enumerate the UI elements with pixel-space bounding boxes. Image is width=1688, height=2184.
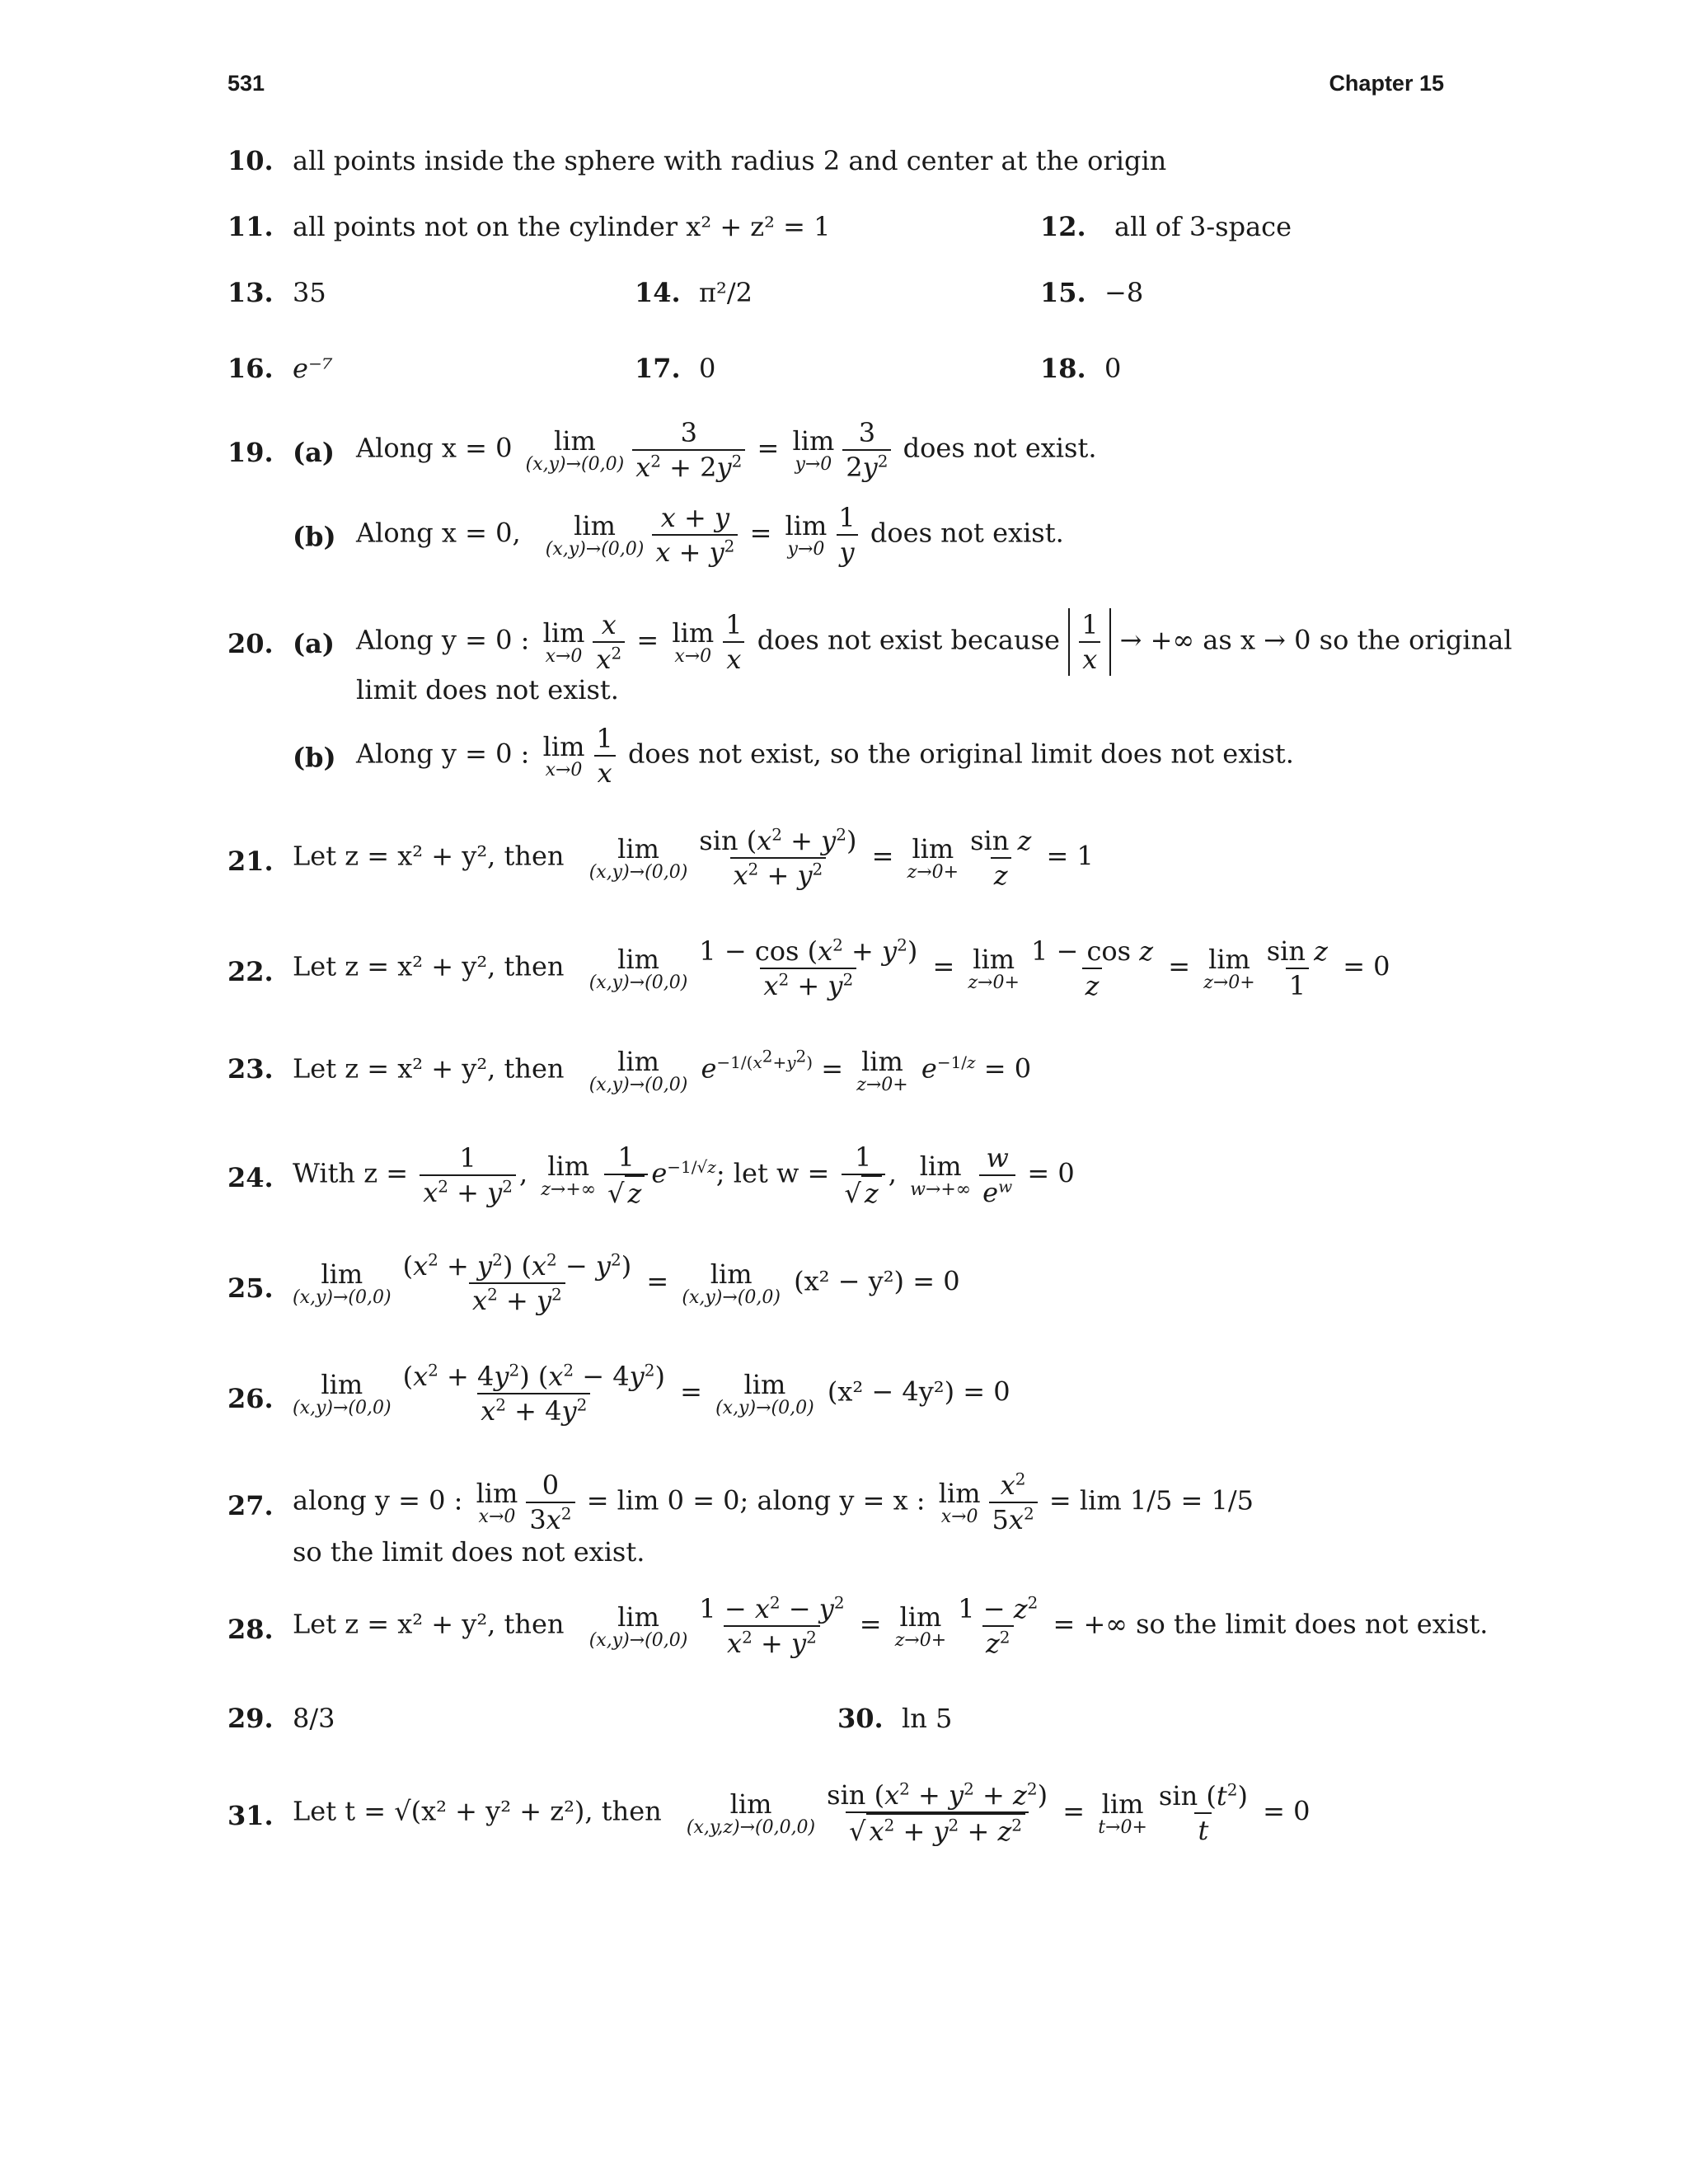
equation-20b: Along y = 0 : lim x→0 $\frac{1}{x}$ does not exist, so the original limit does not exist. xyxy=(356,723,1294,789)
lead-text: Along y = 0 : xyxy=(356,738,530,770)
tail-text: = 1 xyxy=(1046,840,1094,872)
answer-number: 18. xyxy=(1040,353,1086,384)
equation-25: lim (x,y)→(0,0) $\frac{(x^2 + y^2) (x^2 - y^2)}{x^2 + y^2}$ = lim (x,y)→(0,0) (x² − y²) = 0 xyxy=(293,1249,960,1316)
lead-text: Let z = x² + y², then xyxy=(293,1052,565,1085)
part-label: (a) xyxy=(293,437,335,468)
tail-text: = 0 xyxy=(1343,950,1390,982)
equation-31: Let t = √(x² + y² + z²), then lim (x,y,z)→(0,0,0) $\frac{\sin (x^2 + y^2 + z^2)}{√ x^2 + y^2 + z^2}$ = lim t→0+ $\frac{\sin (t^2)}{t}$ = 0 xyxy=(293,1779,1311,1847)
equation-22: Let z = x² + y², then lim (x,y)→(0,0) $\frac{1 - \cos (x^2 + y^2)}{x^2 + y^2}$ = lim z→0+ $\frac{\text{1 − cos z}}{z}$ = lim z→0+ $\frac{\text{sin z}}{1}$ = 0 xyxy=(293,935,1390,1001)
tail-text: = 0 xyxy=(1027,1157,1075,1189)
equation-19b: Along x = 0, lim (x,y)→(0,0) $\frac{x + y}{x + y^2}$ = lim y→0 $\frac{1}{y}$ does not exist. xyxy=(356,502,1064,568)
chapter-title: Chapter 15 xyxy=(1329,71,1444,96)
equation-26: lim (x,y)→(0,0) $\frac{(x^2 + 4y^2) (x^2 - 4y^2)}{x^2 + 4y^2}$ = lim (x,y)→(0,0) (x² − 4y²) = 0 xyxy=(293,1360,1010,1427)
answer-number: 23. xyxy=(227,1053,274,1085)
tail-text: (x² − 4y²) = 0 xyxy=(827,1376,1010,1408)
lead-text: Along x = 0 xyxy=(356,432,513,464)
answer-number: 31. xyxy=(227,1800,274,1831)
answer-text: 0 xyxy=(699,353,716,384)
equation-21: Let z = x² + y², then lim (x,y)→(0,0) $\frac{\sin (x^2 + y^2)}{x^2 + y^2}$ = lim z→0+ $\frac{\text{sin z}}{z}$ = 1 xyxy=(293,824,1094,891)
answer-number: 26. xyxy=(227,1383,274,1414)
lead-text: Let z = x² + y², then xyxy=(293,1608,565,1640)
answer-text: all points inside the sphere with radius 2 and center at the origin xyxy=(293,145,1167,176)
answer-text: 35 xyxy=(293,277,326,308)
equation-24: With z = $\frac{1}{x^2 + y^2}$ , lim z→+∞ $\frac{1}{√ z}$ $e^{-1/√z}$; let w = $\frac{1}{√ z}$ , lim w→+∞ $\frac{w}{e^w}$ = 0 xyxy=(293,1141,1075,1209)
equation-23: Let z = x² + y², then lim (x,y)→(0,0) $e^{-1/(x^2+y^2)}$ = lim z→0+ $e^{-1/z} = 0$ xyxy=(293,1046,1032,1095)
answer-text: so the limit does not exist. xyxy=(293,1536,645,1568)
answer-number: 15. xyxy=(1040,277,1086,308)
tail-text: does not exist. xyxy=(870,517,1064,549)
equation-19a: Along x = 0 lim (x,y)→(0,0) $\frac{3}{x^2 + 2y^2}$ = lim y→0 $\frac{3}{2y^2}$ does not exist. xyxy=(356,417,1097,483)
answer-text: limit does not exist. xyxy=(356,674,619,705)
tail-text: = 0 xyxy=(983,1052,1032,1085)
page-number: 531 xyxy=(227,71,265,96)
answer-number: 25. xyxy=(227,1272,274,1304)
tail-text: does not exist. xyxy=(903,432,1097,464)
part-label: (b) xyxy=(293,521,336,552)
answer-number: 17. xyxy=(635,353,681,384)
answer-number: 24. xyxy=(227,1162,274,1193)
lead-text: along y = 0 : xyxy=(293,1484,463,1516)
tail-text: = +∞ so the limit does not exist. xyxy=(1053,1608,1489,1640)
answer-number: 21. xyxy=(227,846,274,877)
answer-number: 30. xyxy=(837,1703,884,1734)
answer-text: −8 xyxy=(1104,277,1144,308)
equation-28: Let z = x² + y², then lim (x,y)→(0,0) $\frac{1 - x^2 - y^2}{x^2 + y^2}$ = lim z→0+ $\frac{1 - z^2}{z^2}$ = +∞ so the limit does not exist. xyxy=(293,1592,1489,1659)
answer-number: 27. xyxy=(227,1490,274,1521)
tail-text: does not exist, so the original limit does not exist. xyxy=(627,738,1294,770)
lead-text: With z = xyxy=(293,1157,409,1189)
answer-number: 10. xyxy=(227,145,274,176)
answer-text: ln 5 xyxy=(902,1703,953,1734)
answer-number: 19. xyxy=(227,437,274,468)
answer-number: 29. xyxy=(227,1703,274,1734)
lead-text: Let z = x² + y², then xyxy=(293,950,565,982)
lead-text: Along x = 0, xyxy=(356,517,521,549)
tail-text: = 0 xyxy=(1263,1795,1311,1827)
equation-20a: Along y = 0 : lim x→0 $\frac{x}{x^2}$ = lim x→0 $\frac{1}{x}$ does not exist because $\frac{1}{x}$ → +∞ as x → 0 so the original xyxy=(356,609,1512,675)
answer-text: π²/2 xyxy=(699,277,753,308)
answer-text: 0 xyxy=(1104,353,1122,384)
lead-text: Along y = 0 : xyxy=(356,624,530,656)
answer-number: 16. xyxy=(227,353,274,384)
part-label: (b) xyxy=(293,742,336,773)
answer-number: 13. xyxy=(227,277,274,308)
mid-text: ; let w = xyxy=(715,1157,830,1189)
answer-text: 8/3 xyxy=(293,1703,335,1734)
lead-text: Let z = x² + y², then xyxy=(293,840,565,872)
tail-text: (x² − y²) = 0 xyxy=(794,1265,960,1297)
answer-text: e⁻⁷ xyxy=(293,353,333,384)
answer-number: 11. xyxy=(227,211,274,242)
answer-text: all of 3-space xyxy=(1114,211,1292,242)
answer-number: 28. xyxy=(227,1614,274,1645)
answer-number: 22. xyxy=(227,956,274,987)
tail-text: → +∞ as x → 0 so the original xyxy=(1119,624,1512,656)
lead-text: Let t = √(x² + y² + z²), then xyxy=(293,1795,662,1827)
mid-text: = lim 0 = 0; along y = x : xyxy=(586,1484,926,1516)
answer-number: 20. xyxy=(227,628,274,659)
equation-27: along y = 0 : lim x→0 $\frac{0}{3x^2}$ = lim 0 = 0; along y = x : lim x→0 $\frac{x^2}{5x^2}$ = lim 1/5 = 1/5 xyxy=(293,1469,1254,1535)
tail-text: = lim 1/5 = 1/5 xyxy=(1048,1484,1254,1516)
part-label: (a) xyxy=(293,628,335,659)
answer-number: 12. xyxy=(1040,211,1086,242)
answer-text: all points not on the cylinder x² + z² = 1 xyxy=(293,211,831,242)
answer-number: 14. xyxy=(635,277,681,308)
mid-text: does not exist because xyxy=(757,624,1060,656)
